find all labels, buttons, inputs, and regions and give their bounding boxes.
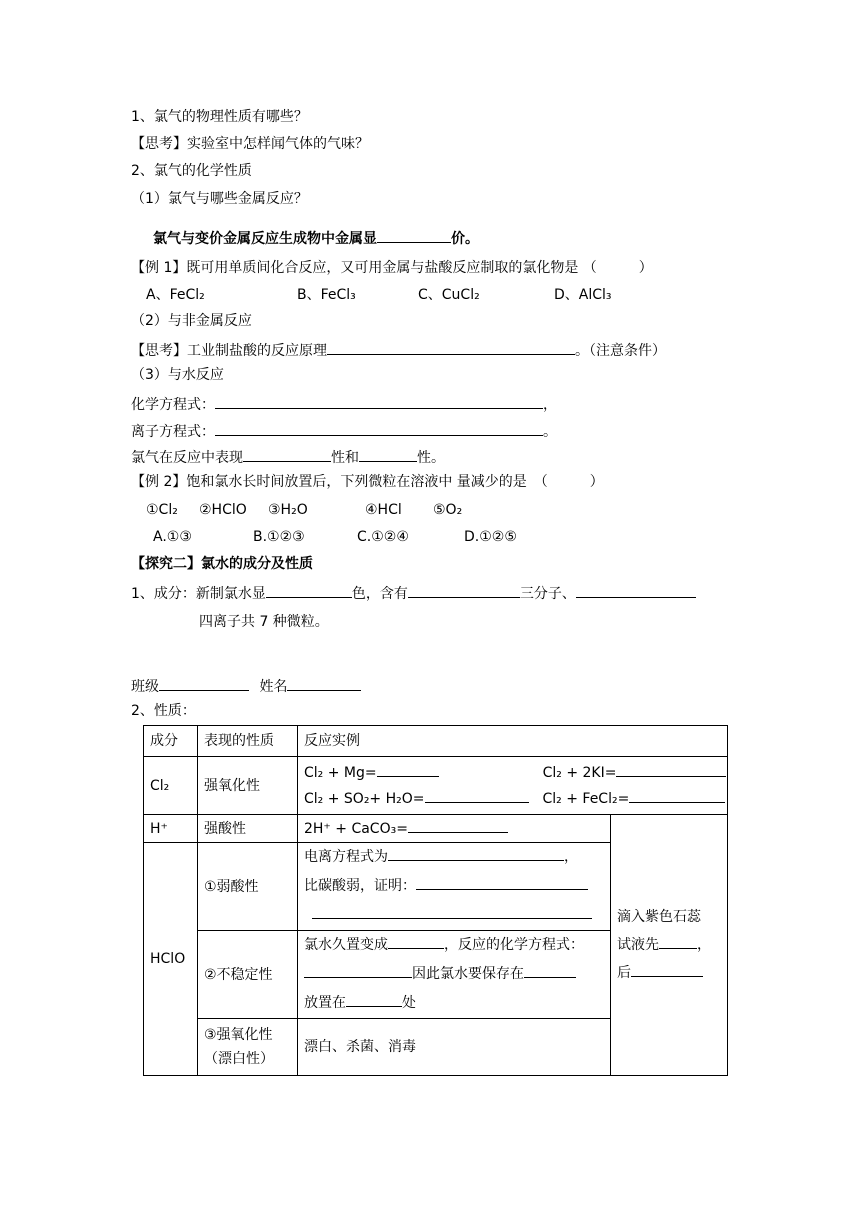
note-1 — [153, 227, 479, 249]
name-field[interactable] — [287, 675, 361, 691]
properties-title: 2、性质： — [131, 703, 196, 719]
litmus-line-2 — [617, 931, 721, 959]
blank-ionization[interactable] — [388, 845, 564, 861]
subsection-2: （2）与非金属反应 — [131, 313, 252, 329]
blank-h-caco3[interactable] — [408, 817, 508, 833]
litmus-comma: ， — [697, 937, 711, 953]
item-3: ③H₂O — [268, 502, 308, 518]
cell-h-property: 强酸性 — [198, 815, 298, 843]
blank-cl2-fecl2[interactable] — [629, 787, 725, 803]
unstable-text-3: 放置在 — [304, 995, 346, 1011]
blank-storage[interactable] — [524, 962, 576, 978]
blank-chem-equation[interactable] — [215, 393, 543, 409]
cell-cl2-property: 强氧化性 — [198, 757, 298, 815]
blank-molecules[interactable] — [408, 582, 520, 598]
cell-weak-acid-detail — [298, 843, 611, 931]
blank-litmus-1[interactable] — [659, 933, 697, 949]
blank-ion-equation[interactable] — [215, 420, 543, 436]
blank-color[interactable] — [266, 582, 352, 598]
blank-decomp-eq[interactable] — [304, 962, 412, 978]
composition-row — [131, 582, 696, 604]
behavior-text-a: 氯气在反应中表现 — [131, 450, 243, 466]
think-2-text: 【思考】工业制盐酸的反应原理 — [131, 343, 327, 359]
section-explore-2: 【探究二】氯水的成分及性质 — [131, 556, 313, 572]
blank-hcl-principle[interactable] — [327, 339, 575, 355]
cl2-ki: Cl₂ + 2KI= — [542, 764, 617, 781]
h-caco3: 2H⁺ + CaCO₃= — [304, 820, 408, 837]
think-2-end: 。（注意条件） — [575, 343, 666, 359]
cell-unstable-detail — [298, 931, 611, 1019]
oxidizing-line-1: ③强氧化性 — [204, 1027, 273, 1043]
composition-text-a: 1、成分：新制氯水显 — [131, 586, 266, 602]
litmus-line-3 — [617, 959, 721, 987]
unstable-text-3b: 处 — [402, 995, 416, 1011]
blank-valence[interactable] — [377, 227, 451, 243]
blank-cl2-ki[interactable] — [616, 761, 726, 777]
cell-hclo: HClO — [144, 843, 198, 1076]
litmus-text-b: 试液先 — [617, 937, 659, 953]
option-d: D、AlCl₃ — [554, 287, 612, 303]
chem-equation-row — [131, 393, 557, 415]
unstable-row-3 — [304, 989, 604, 1018]
class-field[interactable] — [159, 675, 249, 691]
cell-oxidizing — [198, 1019, 298, 1076]
ion-equation-end: 。 — [543, 424, 557, 440]
blank-property-2[interactable] — [359, 446, 417, 462]
cell-cl2-reactions — [298, 757, 728, 815]
item-5: ⑤O₂ — [433, 502, 463, 518]
weak-row-1: 电离方程式为 ， — [304, 843, 604, 872]
option-d: D.①②⑤ — [464, 529, 517, 545]
note-1-text: 氯气与变价金属反应生成物中金属显 — [153, 231, 377, 247]
chlorine-behavior — [131, 446, 445, 468]
cell-h-reaction — [298, 815, 611, 843]
option-c: C、CuCl₂ — [418, 287, 480, 303]
blank-place[interactable] — [346, 991, 402, 1007]
cell-oxidizing-detail: 漂白、杀菌、消毒 — [298, 1019, 611, 1076]
ion-equation-label: 离子方程式： — [131, 424, 215, 440]
blank-property-1[interactable] — [243, 446, 331, 462]
option-c: C.①②④ — [357, 529, 409, 545]
item-2: ②HClO — [199, 502, 247, 518]
unstable-text-1b: ，反应的化学方程式： — [444, 937, 584, 953]
option-b: B.①②③ — [253, 529, 305, 545]
cell-cl2: Cl₂ — [144, 757, 198, 815]
cl2-so2: Cl₂ + SO₂+ H₂O= — [304, 790, 425, 807]
header-component: 成分 — [144, 726, 198, 757]
blank-ions[interactable] — [576, 582, 696, 598]
behavior-text-c: 性。 — [417, 450, 445, 466]
cl2-fecl2: Cl₂ + FeCl₂= — [542, 790, 630, 807]
header-property: 表现的性质 — [198, 726, 298, 757]
example-2: 【例 2】饱和氯水长时间放置后，下列微粒在溶液中 量减少的是 （ ） — [131, 474, 604, 490]
unstable-text-1: 氯水久置变成 — [304, 937, 388, 953]
proof-label: 比碳酸弱，证明： — [304, 878, 416, 894]
item-1: ①Cl₂ — [146, 502, 178, 518]
properties-table — [143, 725, 728, 1076]
behavior-text-b: 性和 — [331, 450, 359, 466]
blank-cl2-so2[interactable] — [425, 787, 529, 803]
note-1-end: 价。 — [451, 231, 479, 247]
question-1: 1、氯气的物理性质有哪些？ — [131, 109, 308, 125]
cell-litmus — [611, 815, 728, 1076]
cell-h: H⁺ — [144, 815, 198, 843]
unstable-row-1 — [304, 931, 604, 960]
cell-unstable: ②不稳定性 — [198, 931, 298, 1019]
chem-equation-end: ， — [543, 397, 557, 413]
subsection-3: （3）与水反应 — [131, 367, 224, 383]
unstable-text-2: 因此氯水要保存在 — [412, 966, 524, 982]
header-example: 反应实例 — [298, 726, 728, 757]
composition-row-2: 四离子共 7 种微粒。 — [199, 614, 329, 630]
cl2-mg: Cl₂ + Mg= — [304, 764, 377, 781]
option-b: B、FeCl₃ — [297, 287, 356, 303]
cl2-reaction-row-1 — [304, 760, 721, 786]
weak-row-3 — [304, 901, 604, 930]
unstable-row-2 — [304, 960, 604, 989]
litmus-text-c: 后 — [617, 965, 631, 981]
ion-equation-row — [131, 420, 557, 442]
litmus-line-1: 滴入紫色石蕊 — [617, 909, 701, 925]
blank-aged[interactable] — [388, 933, 444, 949]
think-1: 【思考】实验室中怎样闻气体的气味？ — [131, 136, 369, 152]
composition-text-b: 色，含有 — [351, 586, 408, 602]
item-4: ④HCl — [365, 502, 402, 518]
composition-text-c: 三分子、 — [519, 586, 576, 602]
oxidizing-line-2: （漂白性） — [204, 1051, 274, 1067]
class-label: 班级 — [131, 679, 159, 695]
option-a: A.①③ — [153, 529, 192, 545]
blank-litmus-2[interactable] — [631, 961, 703, 977]
cell-weak-acid: ①弱酸性 — [198, 843, 298, 931]
blank-proof-2[interactable] — [312, 903, 592, 919]
blank-proof-1[interactable] — [416, 874, 588, 890]
ionization-label: 电离方程式为 — [304, 849, 388, 865]
question-2: 2、氯气的化学性质 — [131, 163, 252, 179]
weak-row-2 — [304, 872, 604, 901]
student-info — [131, 675, 361, 697]
example-1: 【例 1】既可用单质间化合反应，又可用金属与盐酸反应制取的氯化物是 （ ） — [131, 260, 653, 276]
subsection-1: （1）氯气与哪些金属反应？ — [131, 191, 308, 207]
name-label: 姓名 — [259, 679, 288, 695]
think-2 — [131, 339, 666, 361]
chem-equation-label: 化学方程式： — [131, 397, 215, 413]
cl2-reaction-row-2 — [304, 786, 721, 812]
blank-cl2-mg[interactable] — [377, 761, 439, 777]
option-a: A、FeCl₂ — [146, 287, 205, 303]
